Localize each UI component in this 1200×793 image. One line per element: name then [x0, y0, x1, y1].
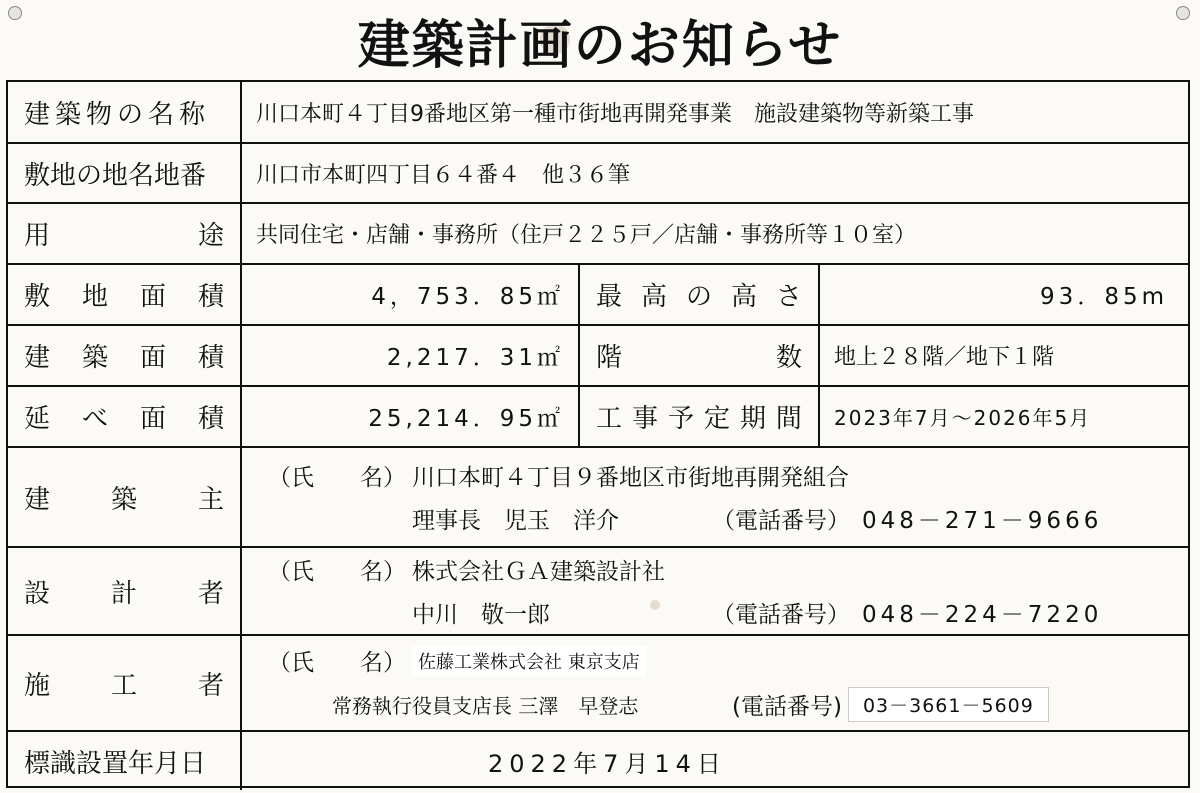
label-char: べ	[81, 404, 108, 434]
label-char: 階	[596, 343, 623, 373]
label-floors	[580, 326, 818, 385]
label-char: 高	[640, 282, 667, 312]
label-char: 築	[81, 343, 108, 373]
label-char: 積	[197, 282, 224, 312]
label-site-address	[8, 144, 240, 202]
divider	[240, 448, 242, 546]
label-char: 工	[110, 670, 137, 701]
label-designer	[8, 548, 240, 634]
row-owner	[8, 448, 1188, 548]
row-use	[8, 204, 1188, 265]
value-designer	[268, 548, 1178, 634]
value-contractor	[268, 636, 1178, 730]
label-char: の	[685, 282, 712, 312]
label-floor-area	[8, 387, 240, 446]
row-posted-date	[8, 732, 1188, 790]
value-posted-date: 2022年7月14日	[488, 749, 727, 778]
owner-name-line	[268, 459, 849, 492]
value-max-height: 93．85m	[1040, 284, 1168, 310]
label-char: 高	[730, 282, 757, 312]
label-char: 建	[24, 343, 51, 373]
designer-phone: 048－224－7220	[862, 602, 1103, 628]
divider	[240, 548, 242, 634]
label-char: 者	[197, 670, 224, 701]
value-floor-area: 25,214．95㎡	[368, 406, 564, 432]
row-floor-area	[8, 387, 1188, 448]
value-building-area: 2,217．31㎡	[386, 345, 564, 371]
label-char: 地	[81, 282, 108, 312]
value-floors: 地上２８階／地下１階	[834, 345, 1055, 370]
label-char: 積	[197, 343, 224, 373]
label-char: 面	[139, 343, 166, 373]
contractor-phone: 03－3661－5609	[848, 687, 1049, 722]
value-building-name: 川口本町４丁目9番地区第一種市街地再開発事業 施設建築物等新築工事	[256, 101, 974, 127]
name-label: （氏 名）	[268, 559, 406, 585]
label-char: 設	[24, 578, 51, 609]
label-char: 築	[110, 484, 137, 515]
value-site-area: 4，753．85㎡	[371, 284, 564, 310]
label-char: さ	[775, 282, 802, 312]
label-char: 用	[24, 221, 51, 251]
row-building-area	[8, 326, 1188, 387]
label-char: 敷	[24, 282, 51, 312]
phone-label: （電話番号）	[712, 508, 850, 534]
label-char: 施	[24, 670, 51, 701]
designer-name: 株式会社ＧＡ建築設計社	[412, 559, 665, 585]
contractor-contact-line	[268, 687, 1049, 722]
label-char: 積	[197, 404, 224, 434]
contractor-name: 佐藤工業株式会社 東京支店	[412, 646, 646, 676]
row-site-area	[8, 265, 1188, 326]
label-max-height	[580, 265, 818, 324]
label-char: 者	[197, 578, 224, 609]
label-construction-period	[580, 387, 818, 446]
label-text: 標識設置年月日	[24, 748, 207, 779]
label-char: 途	[197, 221, 224, 251]
designer-name-line	[268, 553, 665, 586]
owner-contact-line	[268, 502, 1102, 535]
phone-label: (電話番号)	[732, 694, 842, 720]
label-site-area	[8, 265, 240, 324]
row-site-address	[8, 144, 1188, 204]
label-building-name	[8, 82, 240, 142]
label-char: 事	[631, 404, 658, 434]
contractor-person: 常務執行役員支店長 三澤 早登志	[332, 694, 639, 718]
value-use: 共同住宅・店舗・事務所（住戸２２５戸／店舗・事務所等１０室）	[256, 223, 917, 248]
divider	[240, 732, 242, 790]
designer-person: 中川 敬一郎	[412, 602, 550, 628]
label-char: 数	[775, 343, 802, 373]
label-char: 面	[139, 404, 166, 434]
phone-label: （電話番号）	[712, 602, 850, 628]
label-building-area	[8, 326, 240, 385]
label-char: 間	[775, 404, 802, 434]
label-char: 主	[197, 484, 224, 515]
info-table	[6, 80, 1190, 788]
row-building-name	[8, 82, 1188, 144]
label-text: 敷地の地名地番	[24, 160, 207, 191]
value-construction-period: 2023年7月～2026年5月	[834, 406, 1092, 430]
owner-phone: 048－271－9666	[862, 508, 1103, 534]
designer-contact-line	[268, 596, 1102, 629]
label-char: 工	[596, 404, 623, 434]
label-char: 期	[739, 404, 766, 434]
owner-person: 理事長 児玉 洋介	[412, 508, 619, 534]
label-contractor	[8, 636, 240, 730]
name-label: （氏 名）	[268, 650, 406, 676]
label-char: 予	[667, 404, 694, 434]
label-posted-date	[8, 732, 240, 790]
label-text: 建築物の名称	[24, 99, 211, 130]
value-owner	[268, 448, 1178, 546]
contractor-name-line	[268, 644, 646, 677]
label-char: 計	[110, 578, 137, 609]
divider	[240, 636, 242, 730]
value-site-address: 川口市本町四丁目６４番４ 他３６筆	[256, 162, 631, 188]
label-char: 最	[596, 282, 623, 312]
label-use	[8, 204, 240, 263]
label-char: 定	[703, 404, 730, 434]
label-char: 建	[24, 484, 51, 515]
label-char: 面	[139, 282, 166, 312]
label-owner	[8, 448, 240, 546]
sign-title: 建築計画のお知らせ	[357, 15, 843, 76]
name-label: （氏 名）	[268, 465, 406, 491]
label-char: 延	[24, 404, 51, 434]
row-designer	[8, 548, 1188, 636]
row-contractor	[8, 636, 1188, 732]
owner-name: 川口本町４丁目９番地区市街地再開発組合	[412, 465, 849, 491]
